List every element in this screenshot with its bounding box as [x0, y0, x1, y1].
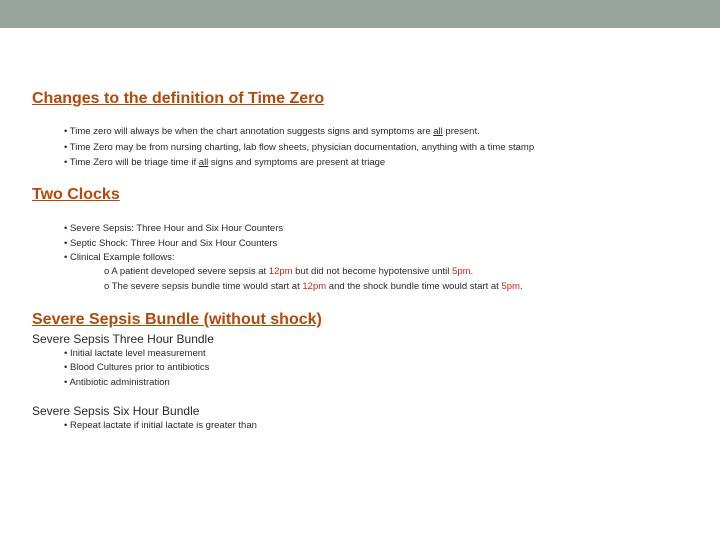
example-text: and the shock bundle time would start at [326, 281, 502, 292]
three-hour-bundle-title: Severe Sepsis Three Hour Bundle [32, 332, 214, 346]
example-text: but did not become hypotensive until [292, 266, 453, 277]
example-text: . [470, 266, 474, 277]
example-text: . [519, 281, 523, 292]
two-clocks-bullet-2: • Septic Shock: Three Hour and Six Hour Counters [64, 238, 278, 249]
two-clocks-bullet-1: • Severe Sepsis: Three Hour and Six Hour Counters [64, 223, 284, 234]
time-12pm: 12pm [268, 266, 293, 277]
example-text: o A patient developed severe sepsis at [104, 266, 269, 277]
time-zero-heading: Changes to the definition of Time Zero [32, 90, 325, 107]
bullet-text: present. [442, 126, 480, 137]
bullet-text: • Time zero will always be when the chart annotation suggests signs and symptoms are [64, 126, 434, 137]
three-hour-item-2: • Blood Cultures prior to antibiotics [64, 362, 210, 373]
time-12pm: 12pm [302, 281, 327, 292]
emphasis-all: all [433, 126, 443, 137]
two-clocks-heading: Two Clocks [32, 186, 120, 203]
six-hour-bundle-title: Severe Sepsis Six Hour Bundle [32, 404, 200, 418]
three-hour-item-3: • Antibiotic administration [64, 377, 170, 388]
time-zero-bullet-3 [64, 157, 385, 169]
two-clocks-bullet-3: • Clinical Example follows: [64, 252, 175, 263]
bullet-text: • Time Zero will be triage time if [64, 157, 199, 168]
example-text: o The severe sepsis bundle time would start at [104, 281, 303, 292]
bundle-heading: Severe Sepsis Bundle (without shock) [32, 311, 322, 328]
six-hour-item-1: • Repeat lactate if initial lactate is greater than [64, 420, 257, 431]
clinical-example-1 [104, 266, 473, 278]
time-5pm: 5pm [452, 266, 471, 277]
clinical-example-2 [104, 281, 523, 293]
time-5pm: 5pm [501, 281, 520, 292]
emphasis-all: all [198, 157, 209, 168]
time-zero-bullet-2: • Time Zero may be from nursing charting, lab flow sheets, physician documentation, anything with a time stamp [64, 142, 535, 153]
bullet-text: signs and symptoms are present at triage [208, 157, 386, 168]
time-zero-bullet-1 [64, 126, 480, 138]
three-hour-item-1: • Initial lactate level measurement [64, 348, 206, 359]
